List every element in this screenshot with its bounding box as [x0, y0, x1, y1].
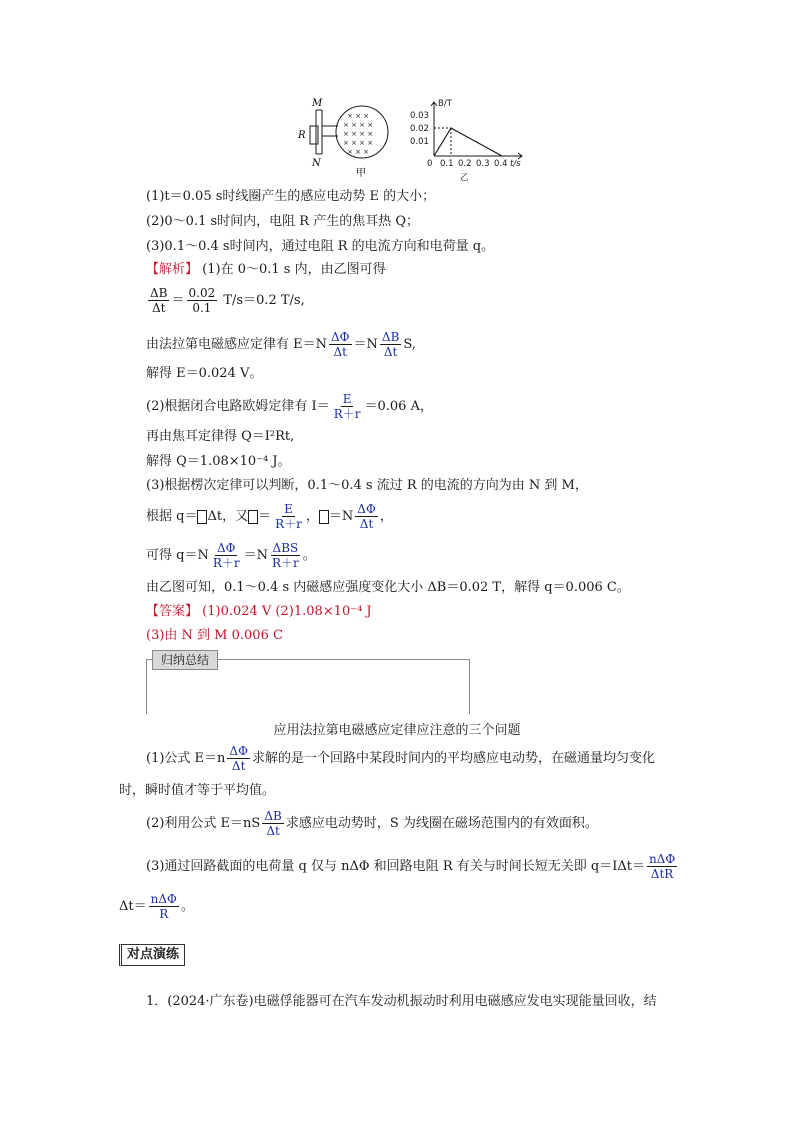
- answer-tag: 【答案】: [146, 604, 199, 619]
- solution-text-1: (1)在 0～0.1 s 内，由乙图可得: [202, 262, 386, 277]
- solution-line-6: 再由焦耳定律得 Q＝I²Rt,: [146, 429, 295, 444]
- solution-line-2: $\frac{\Delta B}{\Delta t}$ ＝ $\frac{0.02}{0.1}$ T/s＝0.2 T/s,: [150, 286, 305, 315]
- caption-jia: 甲: [356, 168, 366, 179]
- xtick-0.3: 0.3: [476, 159, 490, 169]
- solution-line-9: 根据 q＝ Δt，又 ＝ $\frac{E}{R+r}$ ， ＝N $\frac{\Delta\Phi}{\Delta t}$ ，: [146, 502, 393, 531]
- svg-text:× × × ×: × × × ×: [343, 130, 374, 138]
- graph-xunit: t/s: [510, 159, 521, 169]
- caption-yi: 乙: [460, 173, 469, 183]
- solution-line-8: (3)根据楞次定律可以判断，0.1～0.4 s 流过 R 的电流的方向为由 N 到 M，: [146, 478, 588, 493]
- solution-line-10: 可得 q＝N $\frac{\Delta\Phi}{R+r}$ ＝N $\frac{\text{ΔBS}}{R+r}$ 。: [146, 541, 316, 570]
- practice-question-1: 1．(2024·广东卷)电磁俘能器可在汽车发动机振动时利用电磁感应发电实现能量回收，结: [146, 994, 657, 1009]
- boxed-I-symbol: [197, 510, 207, 524]
- ytick-0.03: 0.03: [410, 111, 429, 121]
- boxed-E-symbol: [319, 510, 329, 524]
- summary-point-2: (2)利用公式 E＝nS $\frac{\Delta B}{\Delta t}$ 求感应电动势时，S 为线圈在磁场范围内的有效面积。: [146, 809, 598, 838]
- question-1: (1)t＝0.05 s时线圈产生的感应电动势 E 的大小；: [146, 189, 436, 204]
- summary-point-1: (1)公式 E＝n $\frac{\Delta\Phi}{\Delta t}$ 求解的是一个回路中某段时间内的平均感应电动势，在磁通量均匀变化: [146, 744, 655, 773]
- svg-text:× × ×: × × ×: [347, 148, 370, 156]
- answer-line-2: (3)由 N 到 M 0.006 C: [146, 628, 283, 643]
- label-R: R: [298, 130, 306, 141]
- ytick-0.01: 0.01: [410, 137, 429, 147]
- bt-graph: [431, 102, 522, 159]
- label-N: N: [312, 158, 321, 169]
- label-M: M: [312, 98, 323, 109]
- svg-text:× × ×: × × ×: [347, 112, 370, 120]
- solution-tag: 【解析】: [146, 262, 199, 277]
- graph-ylabel: B/T: [438, 99, 452, 109]
- field-crosses: [343, 112, 373, 156]
- solution-line-3: 由法拉第电磁感应定律有 E＝N $\frac{\Delta\Phi}{\Delta t}$ ＝N $\frac{\Delta B}{\Delta t}$ S,: [146, 330, 416, 359]
- answer-line-1: [146, 602, 372, 622]
- summary-point-3: (3)通过回路截面的电荷量 q 仅与 nΔΦ 和回路电阻 R 有关与时间长短无关即 q＝IΔt＝ $\frac{\text{nΔΦ}}{\text{ΔtR}}$: [146, 852, 676, 881]
- summary-point-1-cont: 时，瞬时值才等于平均值。: [119, 783, 276, 798]
- solution-line-5: (2)根据闭合电路欧姆定律有 I＝ $\frac{E}{R+r}$ ＝0.06 A，: [146, 392, 433, 421]
- answer-text-1: (1)0.024 V (2)1.08×10⁻⁴ J: [198, 604, 372, 619]
- question-2: (2)0～0.1 s时间内，电阻 R 产生的焦耳热 Q；: [146, 214, 420, 229]
- xtick-0.1: 0.1: [440, 159, 454, 169]
- summary-point-3-cont: Δt＝ $\frac{\text{nΔΦ}}{R}$ 。: [119, 892, 194, 921]
- xtick-0.4: 0.4: [494, 159, 508, 169]
- summary-tab: 归纳总结: [152, 650, 218, 670]
- xtick-0.2: 0.2: [458, 159, 472, 169]
- graph-origin: 0: [427, 159, 433, 169]
- fraction-db-dt: $\frac{\Delta B}{\Delta t}$: [150, 286, 168, 315]
- summary-title: 应用法拉第电磁感应定律应注意的三个问题: [273, 723, 521, 738]
- solution-line-4: 解得 E＝0.024 V。: [146, 366, 263, 381]
- solution-line-11: 由乙图可知，0.1～0.4 s 内磁感应强度变化大小 ΔB＝0.02 T，解得 q＝0.006 C。: [146, 580, 630, 595]
- svg-text:× × × ×: × × × ×: [343, 121, 374, 129]
- ytick-0.02: 0.02: [410, 124, 429, 134]
- svg-text:× × × ×: × × × ×: [343, 139, 374, 147]
- solution-line-1: [146, 260, 386, 280]
- question-3: (3)0.1～0.4 s时间内，通过电阻 R 的电流方向和电荷量 q。: [146, 239, 495, 254]
- boxed-I-symbol: [248, 510, 258, 524]
- bt-curve: [434, 128, 502, 156]
- figure: [290, 96, 540, 186]
- fraction-002-01: $\frac{0.02}{0.1}$: [188, 286, 216, 315]
- solution-line-7: 解得 Q＝1.08×10⁻⁴ J。: [146, 454, 291, 469]
- practice-label: 对点演练: [119, 944, 185, 966]
